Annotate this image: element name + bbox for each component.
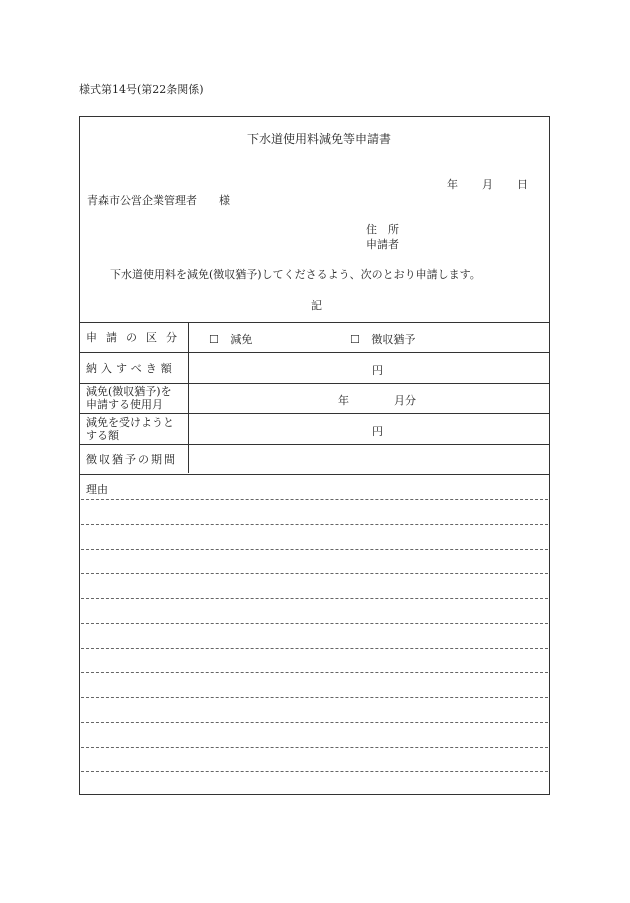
reason-line[interactable]	[81, 623, 548, 624]
date-day-label: 日	[517, 178, 528, 191]
deferral-period-label: 徴収猶予の期間	[86, 453, 177, 466]
date-year-label: 年	[447, 178, 458, 191]
address-label: 住 所	[366, 223, 399, 236]
option-exemption[interactable]	[209, 331, 252, 347]
divider	[80, 413, 549, 414]
column-divider	[188, 322, 189, 473]
category-row-label: 申請の区分	[86, 331, 186, 344]
divider	[80, 474, 549, 475]
request-statement: 下水道使用料を減免(徴収猶予)してくださるよう、次のとおり申請します。	[110, 268, 481, 281]
reason-line[interactable]	[81, 722, 548, 723]
divider	[80, 383, 549, 384]
reason-line[interactable]	[81, 499, 548, 500]
reason-line[interactable]	[81, 771, 548, 772]
reason-line[interactable]	[81, 549, 548, 550]
amount-due-unit: 円	[372, 364, 383, 377]
reason-line[interactable]	[81, 573, 548, 574]
ki-label: 記	[311, 299, 322, 312]
reason-line[interactable]	[81, 524, 548, 525]
square-checkbox-icon[interactable]: ☐	[209, 333, 219, 346]
option-deferral[interactable]	[350, 331, 415, 347]
date-month-label: 月	[482, 178, 493, 191]
usage-month-month: 月分	[394, 394, 416, 407]
amount-due-label: 納入すべき額	[86, 362, 176, 375]
form-number-caption: 様式第14号(第22条関係)	[79, 83, 204, 96]
divider	[80, 444, 549, 445]
reason-line[interactable]	[81, 747, 548, 748]
reason-line[interactable]	[81, 672, 548, 673]
reason-label: 理由	[86, 483, 108, 496]
addressee: 青森市公営企業管理者 様	[87, 194, 230, 207]
reason-line[interactable]	[81, 697, 548, 698]
divider	[80, 352, 549, 353]
applicant-label: 申請者	[366, 238, 399, 251]
usage-month-label: 減免(徴収猶予)を 申請する使用月	[86, 385, 172, 411]
exempt-amount-label: 減免を受けようと する額	[86, 416, 174, 442]
exempt-amount-unit: 円	[372, 425, 383, 438]
application-form	[79, 116, 550, 795]
usage-month-year: 年	[338, 394, 349, 407]
option-deferral-label: 徴収猶予	[371, 333, 416, 346]
reason-line[interactable]	[81, 648, 548, 649]
option-exemption-label: 減免	[230, 333, 253, 346]
square-checkbox-icon[interactable]: ☐	[350, 333, 360, 346]
form-title: 下水道使用料減免等申請書	[247, 132, 392, 146]
reason-line[interactable]	[81, 598, 548, 599]
divider	[80, 322, 549, 323]
